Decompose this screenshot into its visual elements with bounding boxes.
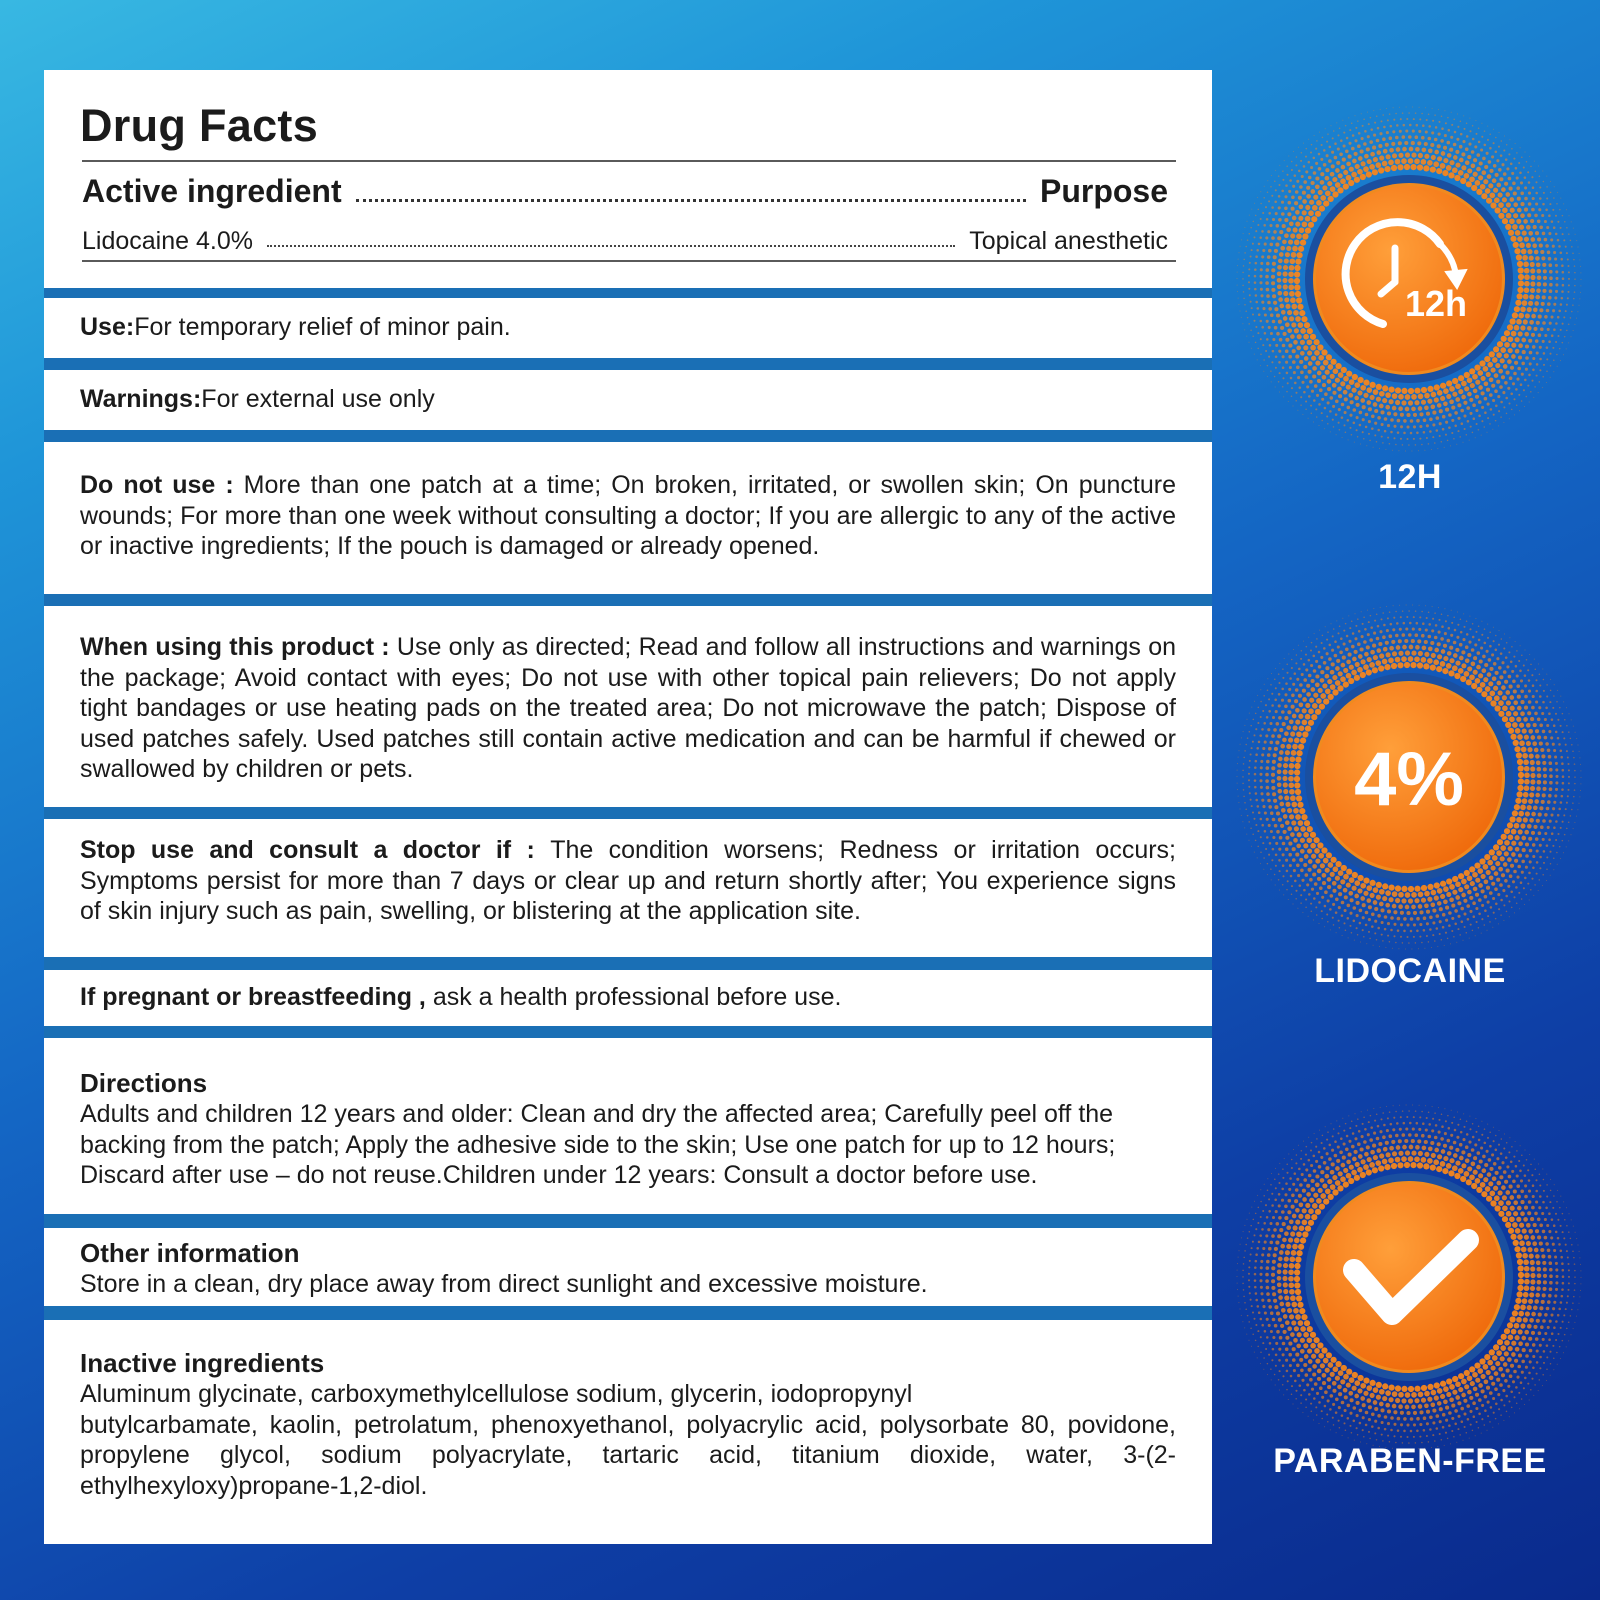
inactive-ingredients-section (44, 1320, 1212, 1544)
drug-facts-header (44, 70, 1212, 288)
badge-lidocaine-label: LIDOCAINE (1314, 952, 1506, 990)
warnings-section (44, 370, 1212, 430)
pregnancy-label: If pregnant or breastfeeding , (80, 983, 433, 1011)
divider (82, 260, 1176, 262)
dot-leader (267, 245, 955, 247)
badge-background (1232, 1100, 1586, 1454)
active-ingredient-purpose: Topical anesthetic (969, 227, 1168, 255)
do-not-use-text: More than one patch at a time; On broken, irritated, or swollen skin; On puncture wounds; For more than one week without consulting a doctor; If you are allergic to any of the active or inactive ingredients; If the pouch is damaged or already opened. (80, 471, 1176, 560)
when-using-text: Use only as directed; Read and follow all instructions and warnings on the package; Avoid contact with eyes; Do not use with other topical pain relievers; Do not apply tight bandages or use heating pads on the treated area; Do not microwave the patch; Dispose of used patches safely. Used patches still contain active medication and can be harmful if chewed or swallowed by children or pets. (80, 633, 1177, 783)
active-ingredient-heading: Active ingredient (82, 173, 342, 209)
inactive-ingredients-text: butylcarbamate, kaolin, petrolatum, phenoxyethanol, polyacrylic acid, polysorbate 80, povidone, propylene glycol, sodium polyacrylate, tartaric acid, titanium dioxide, water, 3-(2-ethylhexyloxy)propane-1,2-diol. (80, 1410, 1176, 1500)
use-label: Use: (80, 313, 135, 341)
directions-heading: Directions (80, 1068, 208, 1098)
inactive-ingredients-heading: Inactive ingredients (80, 1348, 325, 1378)
other-information-text: Store in a clean, dry place away from direct sunlight and excessive moisture. (80, 1270, 928, 1298)
use-text: For temporary relief of minor pain. (134, 313, 511, 341)
directions-section (44, 1038, 1212, 1214)
active-ingredient-header-row (82, 166, 1168, 210)
other-information-heading: Other information (80, 1238, 300, 1268)
dot-leader (356, 199, 1026, 202)
badge-12h (1232, 102, 1586, 456)
directions-text: Adults and children 12 years and older: Clean and dry the affected area; Carefully peel off the backing from the patch; Apply the adhesive side to the skin; Use one patch for up to 12 hours; Discard after use – do not reuse.Children under 12 years: Consult a doctor before use. (80, 1100, 1116, 1189)
purpose-heading: Purpose (1039, 173, 1168, 209)
badge-12h-label: 12H (1378, 458, 1442, 496)
badge-background (1232, 600, 1586, 954)
divider (82, 160, 1176, 162)
active-ingredient-row (82, 216, 1168, 256)
inactive-ingredients-line: Aluminum glycinate, carboxymethylcellulose sodium, glycerin, iodopropynyl (80, 1380, 913, 1408)
badge-12h-icon-text: 12h (1404, 283, 1468, 324)
stop-use-section (44, 819, 1212, 957)
pregnancy-section (44, 970, 1212, 1026)
warnings-label: Warnings: (80, 385, 202, 413)
warnings-text: For external use only (201, 385, 435, 413)
badge-paraben-free-label: PARABEN-FREE (1273, 1442, 1547, 1480)
page-title: Drug Facts (80, 100, 319, 151)
badge-percent-text: 4% (1354, 737, 1464, 822)
do-not-use-label: Do not use : (80, 471, 244, 499)
drug-facts-panel (44, 70, 1212, 1544)
when-using-section (44, 606, 1212, 807)
badge-background (1232, 102, 1586, 456)
use-section (44, 298, 1212, 358)
pregnancy-text: ask a health professional before use. (432, 983, 842, 1011)
stop-use-label: Stop use and consult a doctor if : (80, 836, 551, 864)
badge-lidocaine (1232, 600, 1586, 954)
do-not-use-section (44, 442, 1212, 594)
badge-paraben-free (1232, 1100, 1586, 1454)
when-using-label: When using this product : (80, 633, 397, 661)
active-ingredient-name: Lidocaine 4.0% (82, 227, 253, 255)
other-information-section (44, 1228, 1212, 1306)
stop-use-text: The condition worsens; Redness or irritation occurs; Symptoms persist for more than 7 days or clear up and return shortly after; You experience signs of skin injury such as pain, swelling, or blistering at the application site. (80, 836, 1177, 925)
